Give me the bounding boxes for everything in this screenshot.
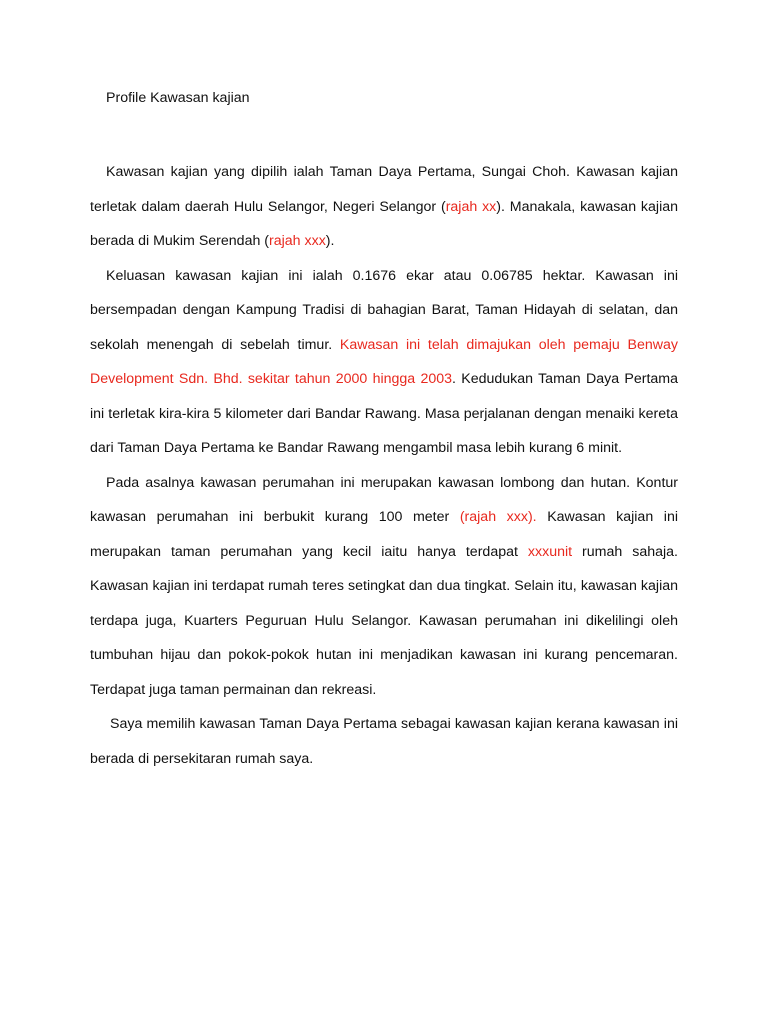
unit-placeholder: xxxunit: [527, 543, 573, 560]
paragraph-text: Keluasan kawasan kajian ini ialah 0.1676 ekar atau 0.06785 hektar. Kawasan ini bersempadan dengan Kampung Tradisi di bahagian Barat, Taman Hidayah di selatan, dan sekolah menengah di sebelah timur.: [90, 267, 678, 353]
paragraph-text: rumah sahaja. Kawasan kajian ini terdapat rumah teres setingkat dan dua tingkat. Selain itu, kawasan kajian terdapa juga, Kuarters Peguruan Hulu Selangor. Kawasan perumahan ini dikelilingi oleh tumbuhan hijau dan pokok-pokok hutan ini menjadikan kawasan ini kurang pencemaran. Terdapat juga taman permainan dan rekreasi.: [90, 543, 678, 698]
paragraph-text: . Kedudukan Taman Daya Pertama ini terletak kira-kira 5 kilometer dari Bandar Rawang. Masa perjalanan dengan menaiki kereta dari Taman Daya Pertama ke Bandar Rawang mengambil masa lebih kurang 6 minit.: [90, 371, 678, 456]
highlighted-note: Kawasan ini telah dimajukan oleh pemaju Benway Development Sdn. Bhd. sekitar tahun 2000 hingga 2003: [90, 336, 678, 387]
paragraph-text: ). Manakala, kawasan kajian berada di Mukim Serendah (: [90, 198, 679, 249]
figure-reference: rajah xx: [445, 198, 497, 215]
paragraph-area: [90, 259, 678, 466]
paragraph-history: [90, 466, 678, 708]
paragraph-location: [90, 155, 678, 259]
paragraph-text: Saya memilih kawasan Taman Daya Pertama sebagai kawasan kajian kerana kawasan ini berada di persekitaran rumah saya.: [90, 716, 678, 767]
paragraph-reason: [90, 707, 678, 776]
paragraph-text: Kawasan kajian yang dipilih ialah Taman Daya Pertama, Sungai Choh. Kawasan kajian terletak dalam daerah Hulu Selangor, Negeri Selangor (: [90, 164, 678, 215]
paragraph-text: Kawasan kajian ini merupakan taman perumahan yang kecil iaitu hanya terdapat: [90, 509, 678, 560]
figure-reference: rajah xxx: [269, 233, 326, 249]
figure-reference: (rajah xxx).: [459, 509, 537, 525]
paragraph-text: ).: [325, 233, 335, 249]
paragraph-text: Pada asalnya kawasan perumahan ini merupakan kawasan lombong dan hutan. Kontur kawasan perumahan ini berbukit kurang 100 meter: [90, 474, 678, 525]
page-title: Profile Kawasan kajian: [106, 90, 250, 106]
